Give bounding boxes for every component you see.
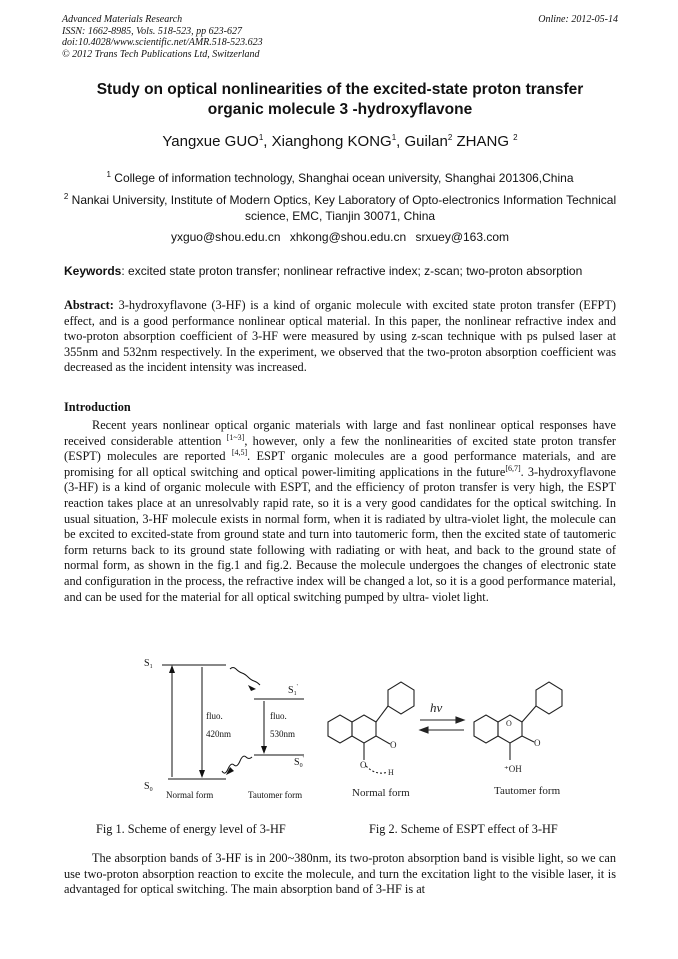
abstract xyxy=(64,298,616,376)
atom-label: O xyxy=(360,760,367,770)
s0-prime-label: $S_0'$ xyxy=(294,756,304,769)
abstract-text: 3-hydroxyflavone (3-HF) is a kind of organic molecule with excited state proton transfer (EFPT) effect, and is a good performance nonlinear optical material. In this paper, the nonlinear refractive index and two-proton absorption coefficient of 3-HF were measured by using z-scan technique with ps pulsed laser at 355nm and 532nm respectively. In the experiment, we observed that the two-proton absorption coefficient was decreased as the incident intensity was increased. xyxy=(64,298,616,375)
intro-text-1: Recent years nonlinear optical organic materials with large and fast nonlinear optical responses have received considerable attention xyxy=(64,418,616,448)
affiliation-2-text: Nankai University, Institute of Modern Optics, Key Laboratory of Opto-electronics Information Technical science, EMC, Tianjin 30071, China xyxy=(71,193,617,223)
s1-prime-label: $S_1'$ xyxy=(288,684,298,697)
atom-label: O xyxy=(506,719,512,728)
journal-header xyxy=(62,14,618,60)
author-separator: , xyxy=(263,133,272,150)
paper-title xyxy=(62,80,618,120)
caption-text: . Scheme of energy level of 3-HF xyxy=(121,822,286,836)
author-emails: yxguo@shou.edu.cn xhkong@shou.edu.cn srxuey@163.com xyxy=(170,230,510,244)
journal-name: Advanced Materials Research xyxy=(62,14,183,25)
wavelength-420: 420nm xyxy=(206,729,232,739)
intro-text-3: . ESPT organic molecules are a good performance materials, and are promising for all optical switching and optical power-limiting applications in the future xyxy=(64,449,616,479)
citation: [4,5] xyxy=(231,448,248,458)
phenyl-ring-normal xyxy=(388,682,414,714)
author-list xyxy=(62,133,618,150)
arrow-head xyxy=(199,770,205,778)
author-3-first: Guilan xyxy=(404,133,448,150)
espt-scheme-diagram xyxy=(322,662,602,807)
fluo-label-1: fluo. xyxy=(206,711,223,721)
benzene-ring-normal xyxy=(328,715,352,743)
fluo-label-2: fluo. xyxy=(270,711,287,721)
title-line-1: Study on optical nonlinearities of the excited-state proton transfer xyxy=(96,81,584,98)
atom-label: O xyxy=(390,740,397,750)
author-1-affil: 1 xyxy=(258,133,264,142)
energy-level-diagram xyxy=(138,655,328,807)
benzene-ring-tautomer xyxy=(474,715,498,743)
arrow-head xyxy=(261,746,267,754)
intro-text-4: . 3-hydroxyflavone (3-HF) is a kind of organic molecule with ESPT, and the efficiency of proton transfer is very high, the ESPT reaction takes place at an unresolvably rapid rate, so it is a very good candidates for the optical switching. In usual situation, 3-HF molecule exists in normal form, when it is radiated by ultra-violet light, the molecule can be excited to excited-state from ground state and turn into tautomeric form, then the excited state of tautomeric form returns back to its ground state following with radiating or with heat, and back to the ground state of normal form, as shown in the fig.1 and fig.2. Because the molecule undergoes the changes of electronic state and configuration in the process, the refractive index will be changed a lot, so it is a good performance material, and can be used for the material for all optical switching pumped by ultra- violet light. xyxy=(64,464,616,604)
introduction-paragraph xyxy=(64,418,616,605)
arrow-head xyxy=(420,727,428,733)
hydrogen-bond xyxy=(366,766,388,773)
copyright-line: © 2012 Trans Tech Publications Ltd, Switzerland xyxy=(62,48,260,60)
hydroxyl-bond xyxy=(376,736,390,744)
pyrone-ring-normal xyxy=(352,715,376,743)
keywords xyxy=(64,264,616,278)
affiliation-2 xyxy=(62,192,618,224)
doi-line: doi:10.4028/www.scientific.net/AMR.518-523.623 xyxy=(62,37,263,48)
s0-label: $S_0$ xyxy=(144,781,153,793)
body-paragraph: The absorption bands of 3-HF is in 200~380nm, its two-proton absorption band is visible light, so we can use two-proton absorption reaction to excite the molecule, and turn the excitation light to the visible laser, it is advantaged for optical switching. The main absorption band of 3-HF is at xyxy=(64,851,616,897)
author-2-affil: 1 xyxy=(391,133,397,142)
relaxation-wave xyxy=(222,756,252,773)
hv-label: hv xyxy=(430,700,443,715)
s1-label: $S_1$ xyxy=(144,658,153,670)
phenyl-bond xyxy=(522,706,536,722)
keywords-text: : excited state proton transfer; nonlinear refractive index; z-scan; two-proton absorption xyxy=(121,264,583,278)
tautomer-form-label: Tautomer form xyxy=(248,790,303,800)
author-separator: , xyxy=(396,133,405,150)
arrow-head xyxy=(169,665,175,673)
phenyl-ring-tautomer xyxy=(536,682,562,714)
keywords-label: Keywords xyxy=(64,264,122,278)
intro-text-2: , however, only a few the nonlinearities of excited state proton transfer (ESPT) molecules are reported xyxy=(64,433,617,464)
title-line-2: organic molecule 3 -hydroxyflavone xyxy=(207,101,473,118)
normal-form-label: Normal form xyxy=(352,787,410,799)
wavelength-530: 530nm xyxy=(270,729,296,739)
figure-1-caption xyxy=(96,822,286,837)
proton-transfer-wave xyxy=(230,668,260,686)
figure-2-caption: Fig 2. Scheme of ESPT effect of 3-HF xyxy=(369,822,558,836)
author-2: Xianghong KONG xyxy=(271,133,392,150)
arrow-head xyxy=(456,717,464,723)
author-3-affil-2: 2 xyxy=(513,133,518,142)
atom-label: H xyxy=(388,768,394,777)
author-3-affil: 2 xyxy=(447,133,453,142)
oxide-bond xyxy=(522,736,534,742)
citation: [6,7] xyxy=(505,463,521,473)
issn-line: ISSN: 1662-8985, Vols. 518-523, pp 623-627 xyxy=(62,25,242,37)
affiliation-1-number: 1 xyxy=(106,170,111,179)
online-date: Online: 2012-05-14 xyxy=(538,14,618,25)
author-1: Yangxue GUO xyxy=(162,133,259,150)
author-3-last: ZHANG xyxy=(452,133,514,150)
phenyl-bond xyxy=(376,706,388,722)
atom-label: ⁺OH xyxy=(504,764,522,774)
caption-prefix: Fig 1 xyxy=(96,822,122,836)
affiliation-2-number: 2 xyxy=(63,192,69,201)
abstract-label: Abstract: xyxy=(64,298,114,312)
tautomer-form-label: Tautomer form xyxy=(494,785,561,797)
arrow-head xyxy=(248,685,256,691)
section-heading-introduction: Introduction xyxy=(64,400,131,414)
citation: [1~3] xyxy=(226,432,245,442)
normal-form-label: Normal form xyxy=(166,790,214,800)
affiliation-1-text: College of information technology, Shanghai ocean university, Shanghai 201306,China xyxy=(114,171,574,185)
affiliation-1 xyxy=(62,170,618,186)
atom-label: O xyxy=(534,738,541,748)
